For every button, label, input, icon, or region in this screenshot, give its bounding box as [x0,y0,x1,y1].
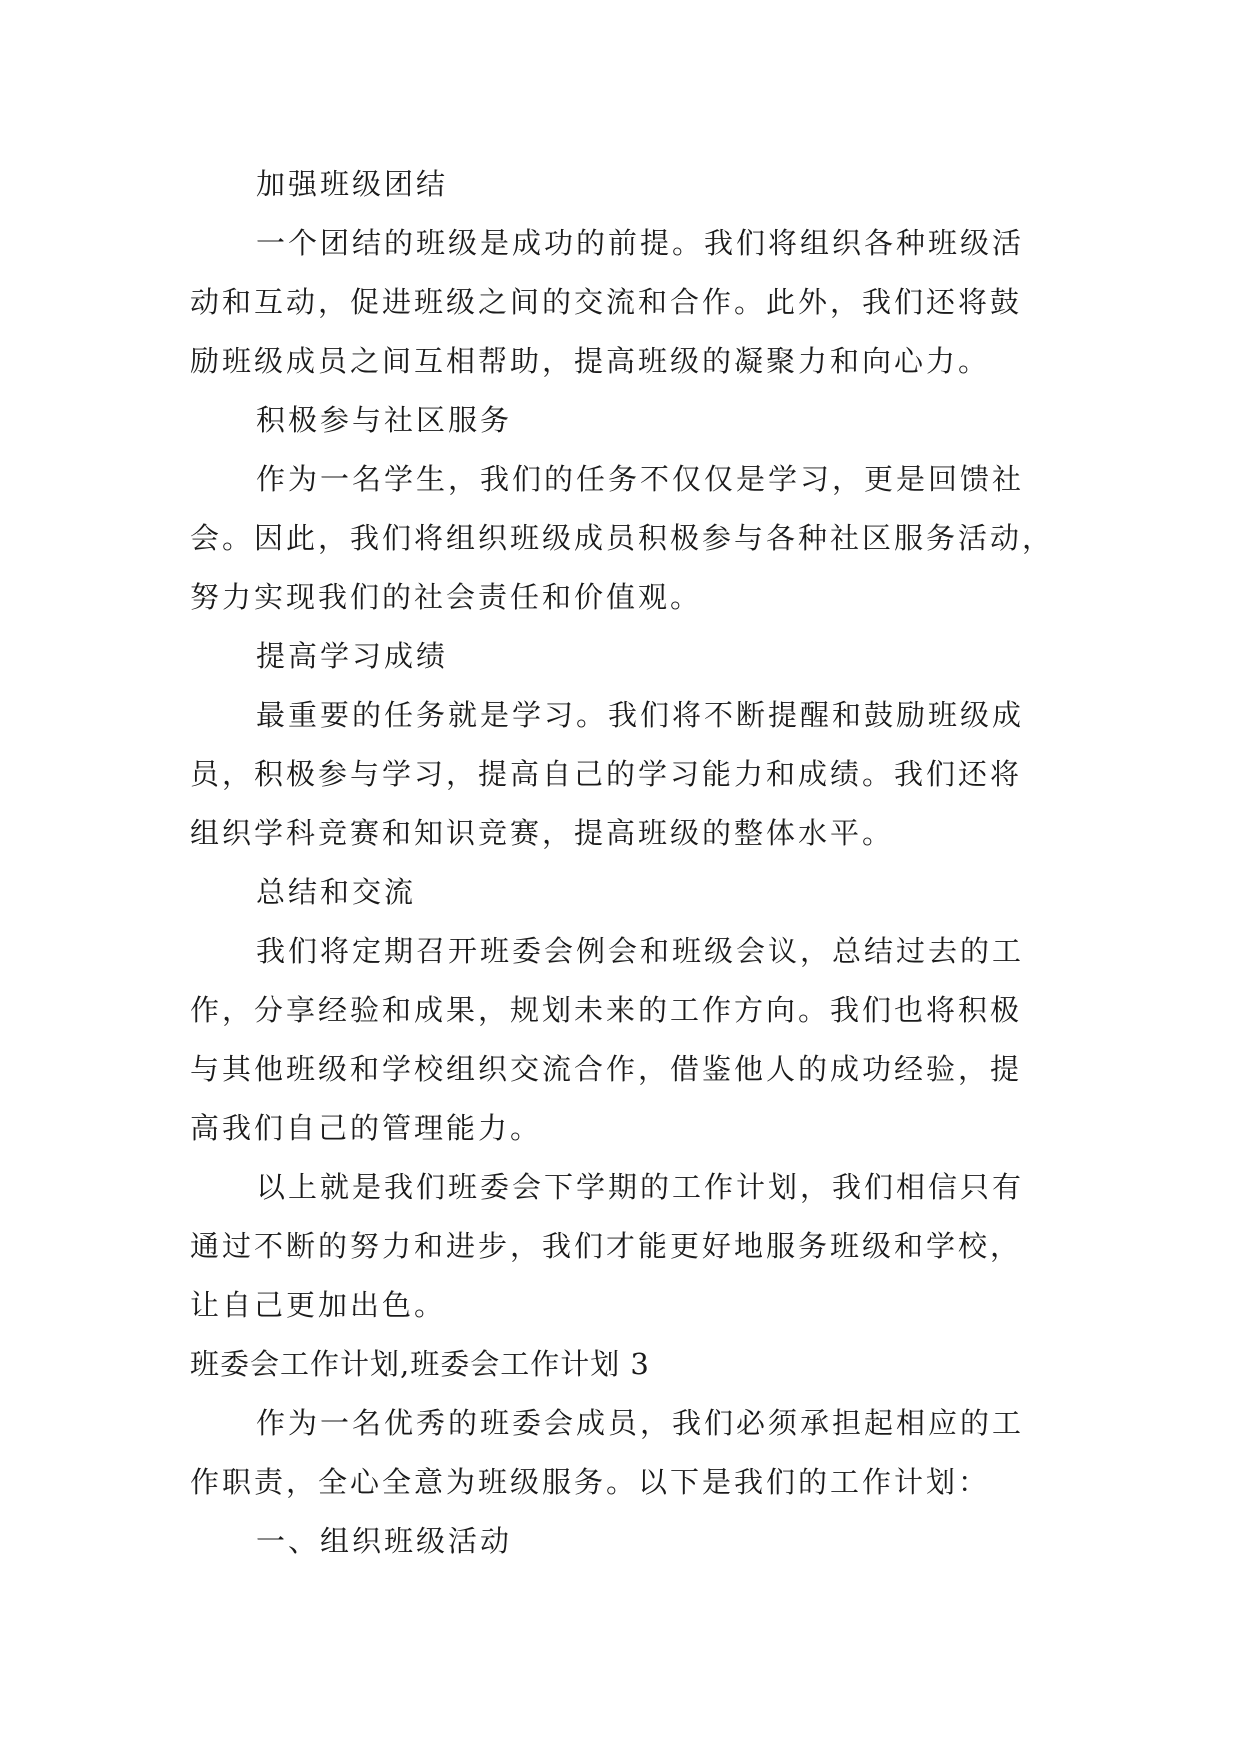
paragraph-line: 励班级成员之间互相帮助，提高班级的凝聚力和向心力。 [190,344,991,378]
section-heading-unity: 加强班级团结 [256,167,449,201]
paragraph-line: 作为一名学生，我们的任务不仅仅是学习，更是回馈社 [256,462,1025,496]
document-page [190,155,1060,1571]
section-heading-community: 积极参与社区服务 [256,403,513,437]
paragraph-line: 我们将定期召开班委会例会和班级会议，总结过去的工 [256,934,1025,968]
paragraph-line: 让自己更加出色。 [190,1288,447,1322]
paragraph-line: 动和互动，促进班级之间的交流和合作。此外，我们还将鼓 [190,285,1023,319]
paragraph-line: 会。因此，我们将组织班级成员积极参与各种社区服务活动， [190,521,1055,555]
section-heading-summary: 总结和交流 [256,875,417,909]
paragraph-line: 一个团结的班级是成功的前提。我们将组织各种班级活 [256,226,1025,260]
paragraph-line: 努力实现我们的社会责任和价值观。 [190,580,703,614]
paragraph-line: 与其他班级和学校组织交流合作，借鉴他人的成功经验，提 [190,1052,1023,1086]
document-title: 班委会工作计划,班委会工作计划 3 [190,1347,650,1381]
paragraph-line: 作，分享经验和成果，规划未来的工作方向。我们也将积极 [190,993,1023,1027]
paragraph-line: 作为一名优秀的班委会成员，我们必须承担起相应的工 [256,1406,1025,1440]
paragraph-line: 以上就是我们班委会下学期的工作计划，我们相信只有 [256,1170,1025,1204]
paragraph-line: 最重要的任务就是学习。我们将不断提醒和鼓励班级成 [256,698,1025,732]
paragraph-line: 高我们自己的管理能力。 [190,1111,543,1145]
paragraph-line: 作职责，全心全意为班级服务。以下是我们的工作计划： [190,1465,991,1499]
paragraph-line: 组织学科竞赛和知识竞赛，提高班级的整体水平。 [190,816,895,850]
paragraph-line: 员，积极参与学习，提高自己的学习能力和成绩。我们还将 [190,757,1023,791]
paragraph-line: 通过不断的努力和进步，我们才能更好地服务班级和学校， [190,1229,1023,1263]
section-heading-study: 提高学习成绩 [256,639,449,673]
section-heading-activities: 一、组织班级活动 [256,1524,513,1558]
